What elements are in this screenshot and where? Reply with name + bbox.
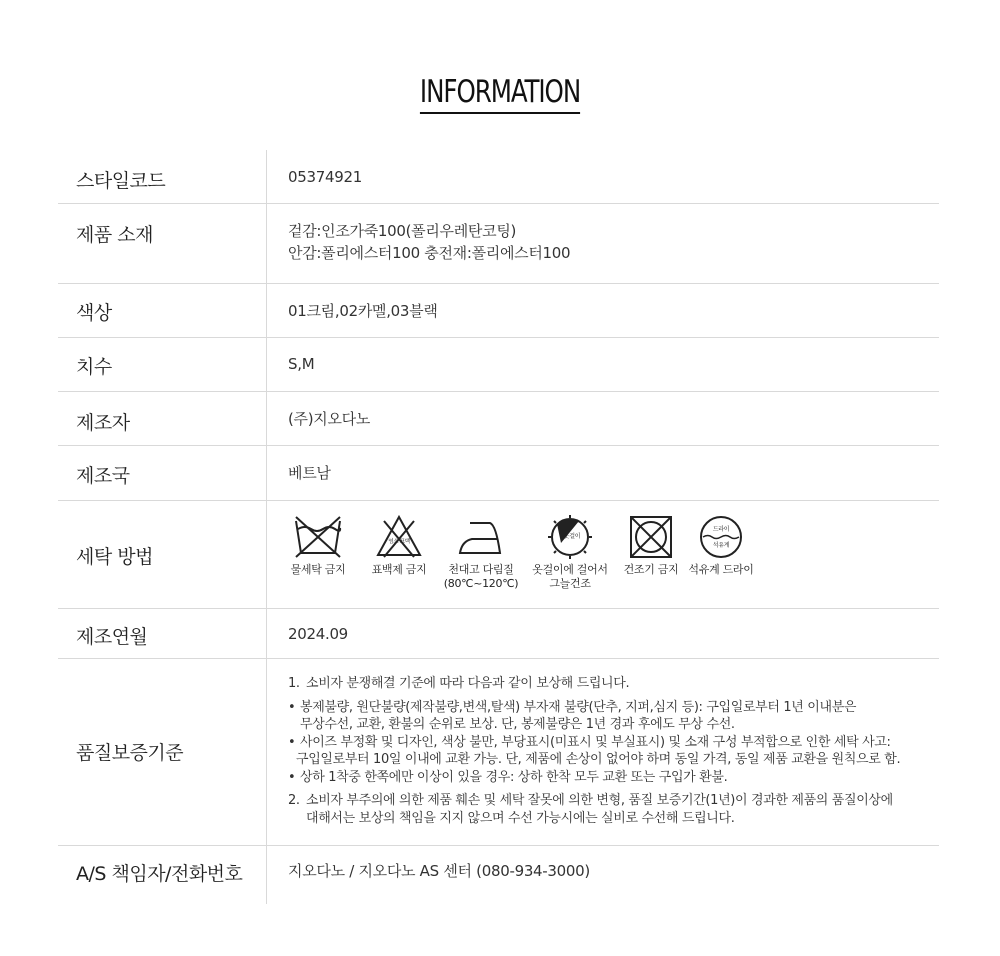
label-country: 제조국	[76, 465, 130, 487]
label-color: 색상	[76, 302, 112, 324]
care-item-dry-clean	[686, 513, 756, 591]
caption-iron-2: (80℃~120℃)	[443, 577, 519, 590]
quality-item-2	[288, 792, 938, 827]
info-table	[58, 150, 939, 904]
label-material: 제품 소재	[76, 224, 153, 246]
hang-dry-inner-text: 옷걸이	[563, 533, 581, 540]
quality-item-2-line-2: 대해서는 보상의 책임을 지지 않으며 수선 가능시에는 실비로 수선해 드립니다.	[306, 810, 735, 826]
dry-clean-inner-text-1: 드라이	[712, 526, 730, 533]
row-size	[58, 338, 939, 392]
value-as: 지오다노 / 지오다노 AS 센터 (080-934-3000)	[288, 862, 590, 880]
caption-no-bleach: 표백제 금지	[371, 563, 427, 576]
quality-item-1	[288, 675, 938, 693]
caption-dry-clean: 석유계 드라이	[688, 563, 754, 576]
quality-bullet-1-line-2: 무상수선, 교환, 환불의 순위로 보상. 단, 봉제불량은 1년 경과 후에도 무상 수선.	[300, 717, 735, 732]
value-style-code: 05374921	[288, 168, 362, 186]
label-washing: 세탁 방법	[76, 546, 153, 568]
column-divider	[266, 204, 267, 283]
caption-iron-1: 천대고 다림질	[448, 563, 514, 576]
column-divider	[266, 501, 267, 608]
column-divider	[266, 150, 267, 203]
hang-dry-shade-icon	[545, 513, 595, 561]
page-title: INFORMATION	[420, 72, 580, 114]
value-country: 베트남	[288, 464, 331, 482]
column-divider	[266, 609, 267, 658]
quality-num-1: 1.	[288, 676, 300, 691]
label-date: 제조연월	[76, 626, 148, 648]
caption-no-wash: 물세탁 금지	[290, 563, 346, 576]
caption-no-tumble: 건조기 금지	[623, 563, 679, 576]
no-tumble-dry-icon	[626, 513, 676, 561]
value-maker: (주)지오다노	[288, 410, 371, 428]
label-as: A/S 책임자/전화번호	[76, 863, 243, 885]
label-maker: 제조자	[76, 412, 130, 434]
quality-bullet-2-line-1: • 사이즈 부정확 및 디자인, 색상 불만, 부당표시(미표시 및 부실표시) 및 소재 구성 부적합으로 인한 세탁 사고:	[300, 734, 891, 750]
care-item-iron	[438, 513, 524, 591]
care-item-no-tumble	[616, 513, 686, 591]
quality-bullet-2-line-2: 구입일로부터 10일 이내에 교환 가능. 단, 제품에 손상이 없어야 하며 동일 가격, 동일 제품 교환을 원칙으로 함.	[296, 752, 901, 767]
no-water-wash-icon	[293, 513, 343, 561]
material-line-1: 겉감:인조가죽100(폴리우레탄코팅)	[288, 222, 517, 240]
iron-icon	[456, 513, 506, 561]
dry-clean-inner-text-2: 석유계	[712, 542, 730, 549]
no-bleach-icon	[374, 513, 424, 561]
no-bleach-inner-text: 염소 표백	[388, 539, 410, 545]
petroleum-dry-clean-icon	[696, 513, 746, 561]
caption-hang-dry-2: 그늘건조	[549, 577, 591, 590]
column-divider	[266, 284, 267, 337]
row-style-code	[58, 150, 939, 204]
row-maker	[58, 392, 939, 446]
page-title-wrap	[0, 72, 1000, 114]
label-style-code: 스타일코드	[76, 170, 166, 192]
quality-bullet-1-line-1: • 봉제불량, 원단불량(제작불량,변색,탈색) 부자재 불량(단추, 지퍼,심지 등): 구입일로부터 1년 이내분은	[300, 699, 857, 715]
value-color: 01크림,02카멜,03블랙	[288, 302, 438, 320]
quality-item-1-text: 소비자 분쟁해결 기준에 따라 다음과 같이 보상해 드립니다.	[306, 676, 630, 691]
quality-text	[288, 675, 938, 827]
row-washing	[58, 501, 939, 609]
column-divider	[266, 392, 267, 445]
row-material	[58, 204, 939, 284]
value-size: S,M	[288, 355, 315, 373]
label-size: 치수	[76, 356, 112, 378]
row-country	[58, 446, 939, 501]
quality-num-2: 2.	[288, 793, 300, 808]
quality-bullet-2	[288, 734, 938, 769]
care-icons	[276, 513, 756, 591]
caption-hang-dry-1: 옷걸이에 걸어서	[532, 563, 608, 576]
row-quality	[58, 659, 939, 846]
column-divider	[266, 338, 267, 391]
quality-item-2-line-1: 소비자 부주의에 의한 제품 훼손 및 세탁 잘못에 의한 변형, 품질 보증기간(1년)이 경과한 제품의 품질이상에	[306, 793, 893, 808]
value-date: 2024.09	[288, 625, 348, 643]
care-item-no-bleach	[360, 513, 438, 591]
label-quality: 품질보증기준	[76, 742, 184, 764]
care-item-no-wash	[276, 513, 360, 591]
quality-bullet-3-line-1: • 상하 1착중 한쪽에만 이상이 있을 경우: 상하 한착 모두 교환 또는 구입가 환불.	[300, 769, 728, 785]
row-date	[58, 609, 939, 659]
row-as	[58, 846, 939, 904]
column-divider	[266, 659, 267, 845]
row-color	[58, 284, 939, 338]
quality-bullet-1	[288, 699, 938, 734]
value-material	[288, 220, 570, 264]
material-line-2: 안감:폴리에스터100 충전재:폴리에스터100	[288, 244, 571, 262]
column-divider	[266, 846, 267, 904]
care-item-hang-dry	[524, 513, 616, 591]
column-divider	[266, 446, 267, 500]
quality-bullet-3	[288, 769, 938, 787]
